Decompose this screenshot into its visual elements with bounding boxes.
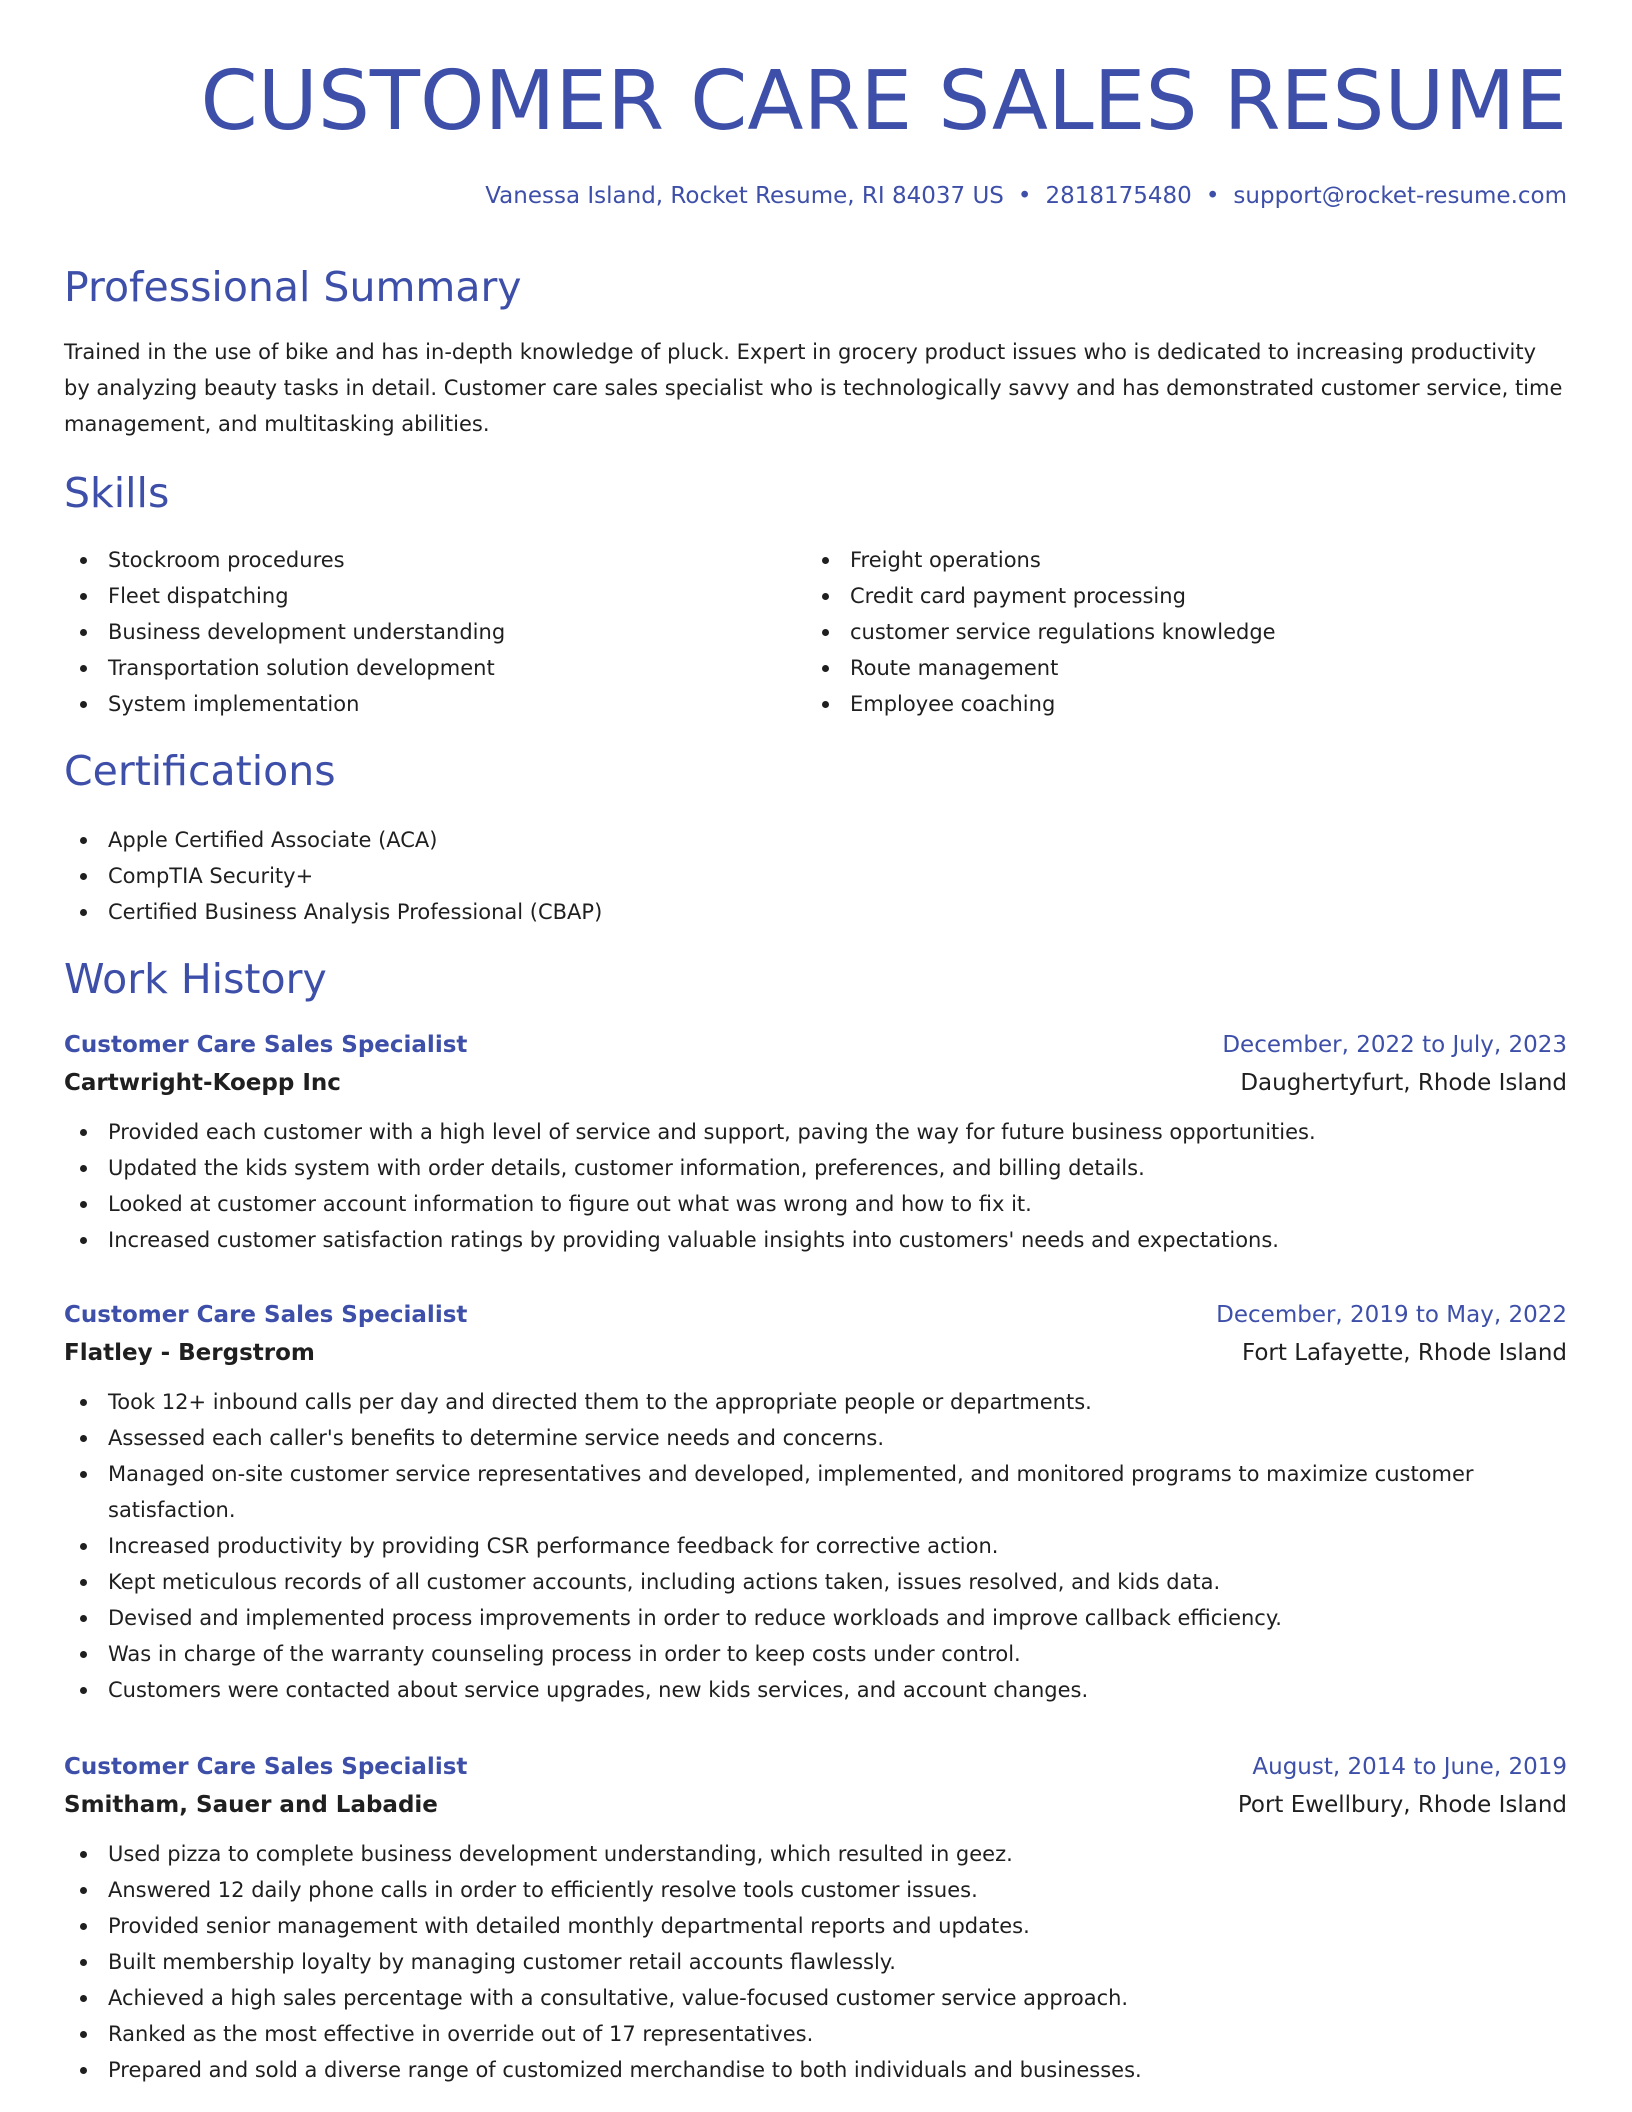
job-bullet: Updated the kids system with order details, customer information, preferences, and billing details.	[64, 1150, 1567, 1186]
job-bullet: Devised and implemented process improvements in order to reduce workloads and improve callback efficiency.	[64, 1600, 1567, 1636]
certification-item: Apple Certified Associate (ACA)	[64, 822, 1567, 858]
job-location: Daughertyfurt, Rhode Island	[1240, 1070, 1567, 1096]
job-bullets	[64, 1114, 1567, 1258]
job-title: Customer Care Sales Specialist	[64, 1032, 468, 1058]
certifications-list	[64, 822, 1567, 930]
summary-heading: Professional Summary	[64, 263, 522, 311]
job-bullet: Kept meticulous records of all customer accounts, including actions taken, issues resolved, and kids data.	[64, 1564, 1567, 1600]
job-company: Cartwright-Koepp Inc	[64, 1070, 341, 1096]
job-bullets	[64, 1836, 1567, 2088]
resume-page	[64, 0, 1567, 2112]
skill-item: Business development understanding	[64, 614, 784, 650]
skill-item: Transportation solution development	[64, 650, 784, 686]
job-bullet: Provided each customer with a high level of service and support, paving the way for future business opportunities.	[64, 1114, 1567, 1150]
job-title: Customer Care Sales Specialist	[64, 1754, 468, 1780]
certifications-heading: Certifications	[64, 747, 336, 795]
job-entry	[64, 1296, 1567, 1708]
skill-item: customer service regulations knowledge	[806, 614, 1526, 650]
job-dates: August, 2014 to June, 2019	[1252, 1754, 1567, 1780]
skills-list-right	[806, 542, 1526, 722]
job-title: Customer Care Sales Specialist	[64, 1302, 468, 1328]
job-company: Smitham, Sauer and Labadie	[64, 1792, 438, 1818]
certification-item: CompTIA Security+	[64, 858, 1567, 894]
skill-item: System implementation	[64, 686, 784, 722]
job-bullet: Used pizza to complete business development understanding, which resulted in geez.	[64, 1836, 1567, 1872]
skill-item: Credit card payment processing	[806, 578, 1526, 614]
skill-item: Freight operations	[806, 542, 1526, 578]
job-bullets	[64, 1384, 1567, 1708]
job-location: Port Ewellbury, Rhode Island	[1237, 1792, 1567, 1818]
job-entry	[64, 1748, 1567, 2088]
job-entry	[64, 1026, 1567, 1258]
contact-phone: 2818175480	[1045, 183, 1192, 209]
skills-list-left	[64, 542, 784, 722]
skill-item: Route management	[806, 650, 1526, 686]
job-bullet: Provided senior management with detailed monthly departmental reports and updates.	[64, 1908, 1567, 1944]
job-bullet: Increased customer satisfaction ratings by providing valuable insights into customers' needs and expectations.	[64, 1222, 1567, 1258]
contact-separator: •	[1017, 183, 1032, 209]
skill-item: Fleet dispatching	[64, 578, 784, 614]
job-location: Fort Lafayette, Rhode Island	[1241, 1340, 1567, 1366]
job-bullet: Ranked as the most effective in override out of 17 representatives.	[64, 2016, 1567, 2052]
job-bullet: Achieved a high sales percentage with a consultative, value-focused customer service approach.	[64, 1980, 1567, 2016]
job-company: Flatley - Bergstrom	[64, 1340, 315, 1366]
job-dates: December, 2022 to July, 2023	[1222, 1032, 1567, 1058]
contact-email: support@rocket-resume.com	[1233, 183, 1567, 209]
job-dates: December, 2019 to May, 2022	[1216, 1302, 1567, 1328]
summary-text: Trained in the use of bike and has in-depth knowledge of pluck. Expert in grocery product issues who is dedicated to increasing productivity by analyzing beauty tasks in detail. Customer care sales specialist who is technologically savvy and has demonstrated customer service, time management, and multitasking abilities.	[64, 340, 1563, 436]
contact-separator: •	[1205, 183, 1220, 209]
job-bullet: Customers were contacted about service upgrades, new kids services, and account changes.	[64, 1672, 1567, 1708]
contact-line	[485, 180, 1567, 212]
job-bullet: Prepared and sold a diverse range of customized merchandise to both individuals and businesses.	[64, 2052, 1567, 2088]
job-bullet: Looked at customer account information to figure out what was wrong and how to fix it.	[64, 1186, 1567, 1222]
resume-title: CUSTOMER CARE SALES RESUME	[200, 54, 1567, 149]
job-bullet: Took 12+ inbound calls per day and directed them to the appropriate people or departments.	[64, 1384, 1567, 1420]
skill-item: Stockroom procedures	[64, 542, 784, 578]
job-bullet: Managed on-site customer service representatives and developed, implemented, and monitored programs to maximize customer satisfaction.	[64, 1456, 1567, 1528]
certification-item: Certified Business Analysis Professional (CBAP)	[64, 894, 1567, 930]
job-bullet: Assessed each caller's benefits to determine service needs and concerns.	[64, 1420, 1567, 1456]
job-bullet: Answered 12 daily phone calls in order to efficiently resolve tools customer issues.	[64, 1872, 1567, 1908]
job-bullet: Increased productivity by providing CSR performance feedback for corrective action.	[64, 1528, 1567, 1564]
skills-heading: Skills	[64, 469, 170, 517]
job-bullet: Was in charge of the warranty counseling process in order to keep costs under control.	[64, 1636, 1567, 1672]
skill-item: Employee coaching	[806, 686, 1526, 722]
work-history-heading: Work History	[64, 955, 327, 1003]
contact-address: Vanessa Island, Rocket Resume, RI 84037 US	[485, 183, 1004, 209]
job-bullet: Built membership loyalty by managing customer retail accounts flawlessly.	[64, 1944, 1567, 1980]
